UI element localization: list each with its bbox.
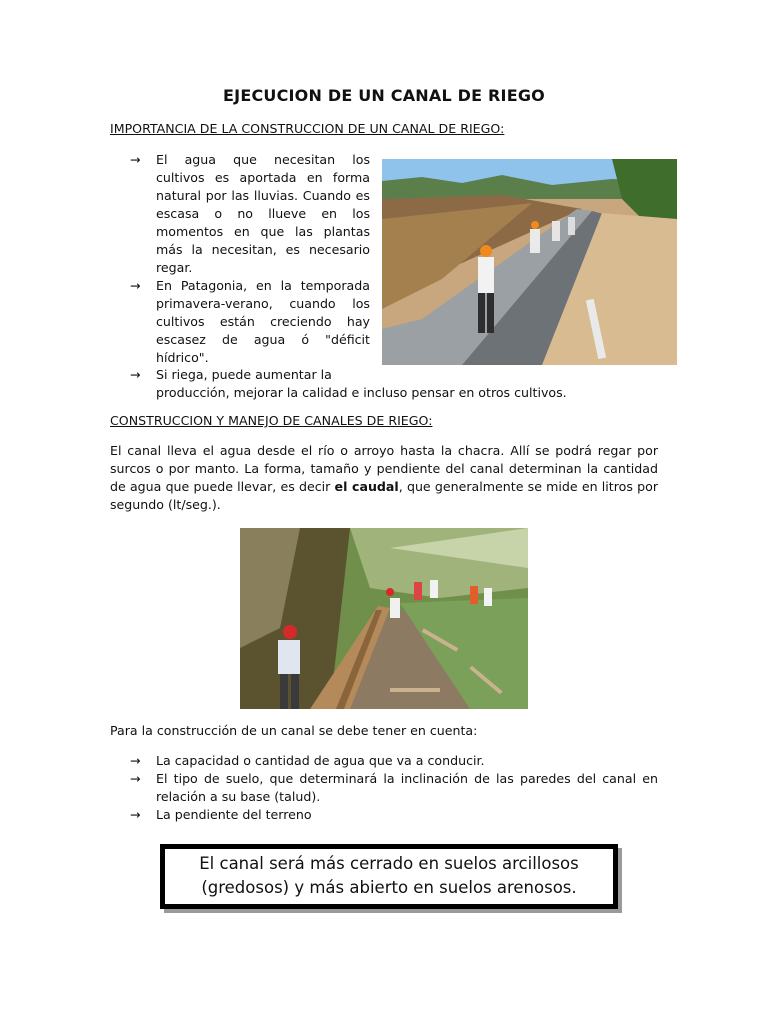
paragraph-bold-term: el caudal xyxy=(334,479,399,494)
canal-construction-photo xyxy=(382,159,677,365)
bullet-text: La capacidad o cantidad de agua que va a conducir. xyxy=(156,753,485,768)
callout-line-2: (gredosos) y más abierto en suelos arenosos. xyxy=(201,878,577,897)
paragraph-text-end: , que generalmente se mide en litros por segundo (lt/seg.). xyxy=(110,479,658,512)
considerations-intro: Para la construcción de un canal se debe tener en cuenta: xyxy=(110,723,478,738)
callout-line-1: El canal será más cerrado en suelos arcillosos xyxy=(199,854,579,873)
section-heading-importancia: IMPORTANCIA DE LA CONSTRUCCION DE UN CANAL DE RIEGO: xyxy=(110,121,505,136)
callout-box xyxy=(160,844,618,909)
bullet-text: El agua que necesitan los cultivos es aportada en forma natural por las lluvias. Cuando es escasa o no llueve en los momentos en que las plantas más la necesitan, es necesario regar. xyxy=(156,152,370,275)
arrow-bullet-icon: → xyxy=(130,807,141,822)
bullet-text: El tipo de suelo, que determinará la inclinación de las paredes del canal en relación a su base (talud). xyxy=(156,771,658,804)
bullet-text: En Patagonia, en la temporada primavera-verano, cuando los cultivos están creciendo hay escasez de agua ó "déficit hídrico". xyxy=(156,278,370,365)
list-item xyxy=(130,770,658,806)
caudal-paragraph xyxy=(110,442,658,514)
arrow-bullet-icon: → xyxy=(130,771,141,786)
considerations-bullet-list xyxy=(130,752,658,824)
bullet-text-continued: producción, mejorar la calidad e incluso pensar en otros cultivos. xyxy=(156,385,567,400)
arrow-bullet-icon: → xyxy=(130,278,141,293)
bullet-text: Si riega, puede aumentar la xyxy=(156,367,332,382)
arrow-bullet-icon: → xyxy=(130,753,141,768)
list-item xyxy=(130,806,658,824)
arrow-bullet-icon: → xyxy=(130,152,141,167)
list-item xyxy=(130,277,370,367)
list-item xyxy=(130,366,660,402)
paragraph-text: El canal lleva el agua desde el río o arroyo hasta la chacra. Allí se podrá regar por surcos o por manto. La forma, tamaño y pendiente del canal determinan la cantidad de agua que puede llevar, es decir xyxy=(110,443,658,494)
section-heading-construccion: CONSTRUCCION Y MANEJO DE CANALES DE RIEGO: xyxy=(110,413,433,428)
bullet-text: La pendiente del terreno xyxy=(156,807,312,822)
document-title: EJECUCION DE UN CANAL DE RIEGO xyxy=(223,86,545,105)
list-item xyxy=(130,151,370,277)
importance-bullet-list xyxy=(130,151,370,367)
canal-formwork-photo xyxy=(240,528,528,709)
arrow-bullet-icon: → xyxy=(130,367,141,382)
list-item xyxy=(130,752,658,770)
